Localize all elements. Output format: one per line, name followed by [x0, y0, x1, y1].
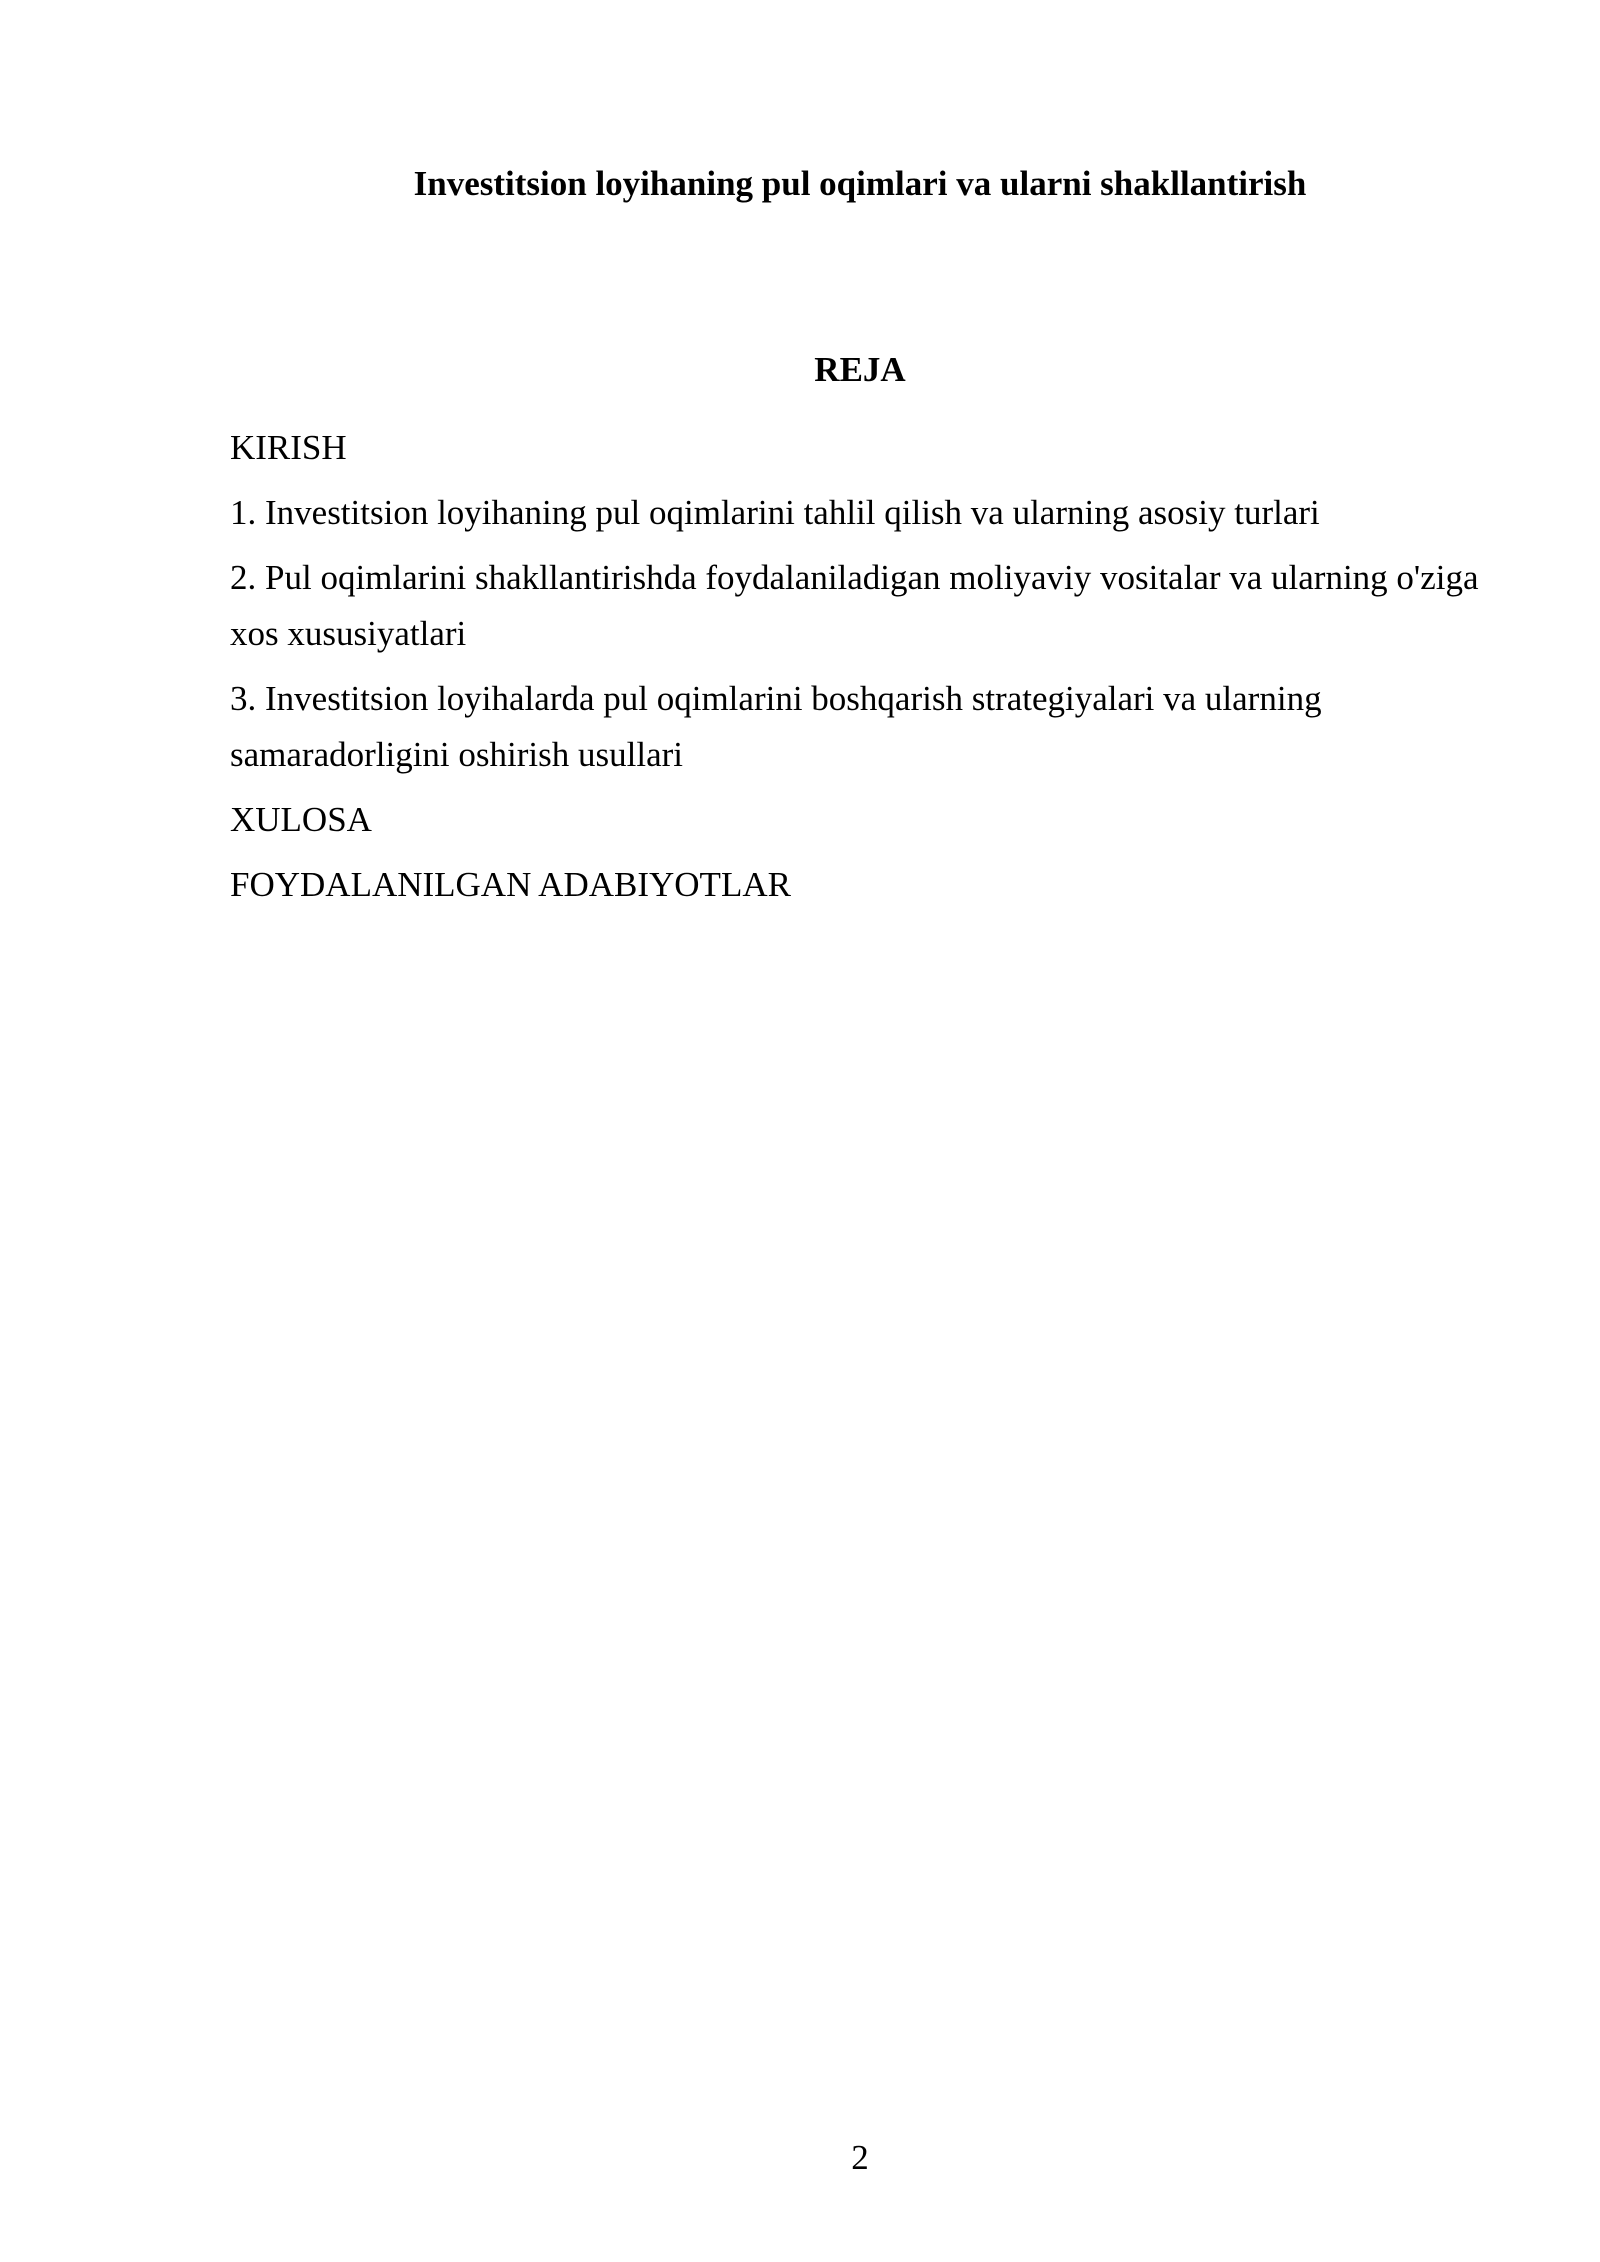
plan-item-chapter-1: 1. Investitsion loyihaning pul oqimlarini tahlil qilish va ularning asosiy turlari — [230, 493, 1320, 532]
plan-item-introduction: KIRISH — [230, 428, 347, 467]
plan-item-conclusion: XULOSA — [230, 800, 372, 839]
plan-item-chapter-3: 3. Investitsion loyihalarda pul oqimlarini boshqarish strategiyalari va ularning samaradorligini oshirish usullari — [230, 679, 1322, 774]
document-title: Investitsion loyihaning pul oqimlari va ularni shakllantirish — [413, 164, 1307, 203]
plan-item-references: FOYDALANILGAN ADABIYOTLAR — [230, 865, 791, 904]
page-number: 2 — [851, 2138, 869, 2177]
plan-list — [230, 420, 1500, 922]
plan-heading: REJA — [814, 350, 906, 389]
plan-item-chapter-2: 2. Pul oqimlarini shakllantirishda foydalaniladigan moliyaviy vositalar va ularning o'ziga xos xususiyatlari — [230, 558, 1479, 653]
